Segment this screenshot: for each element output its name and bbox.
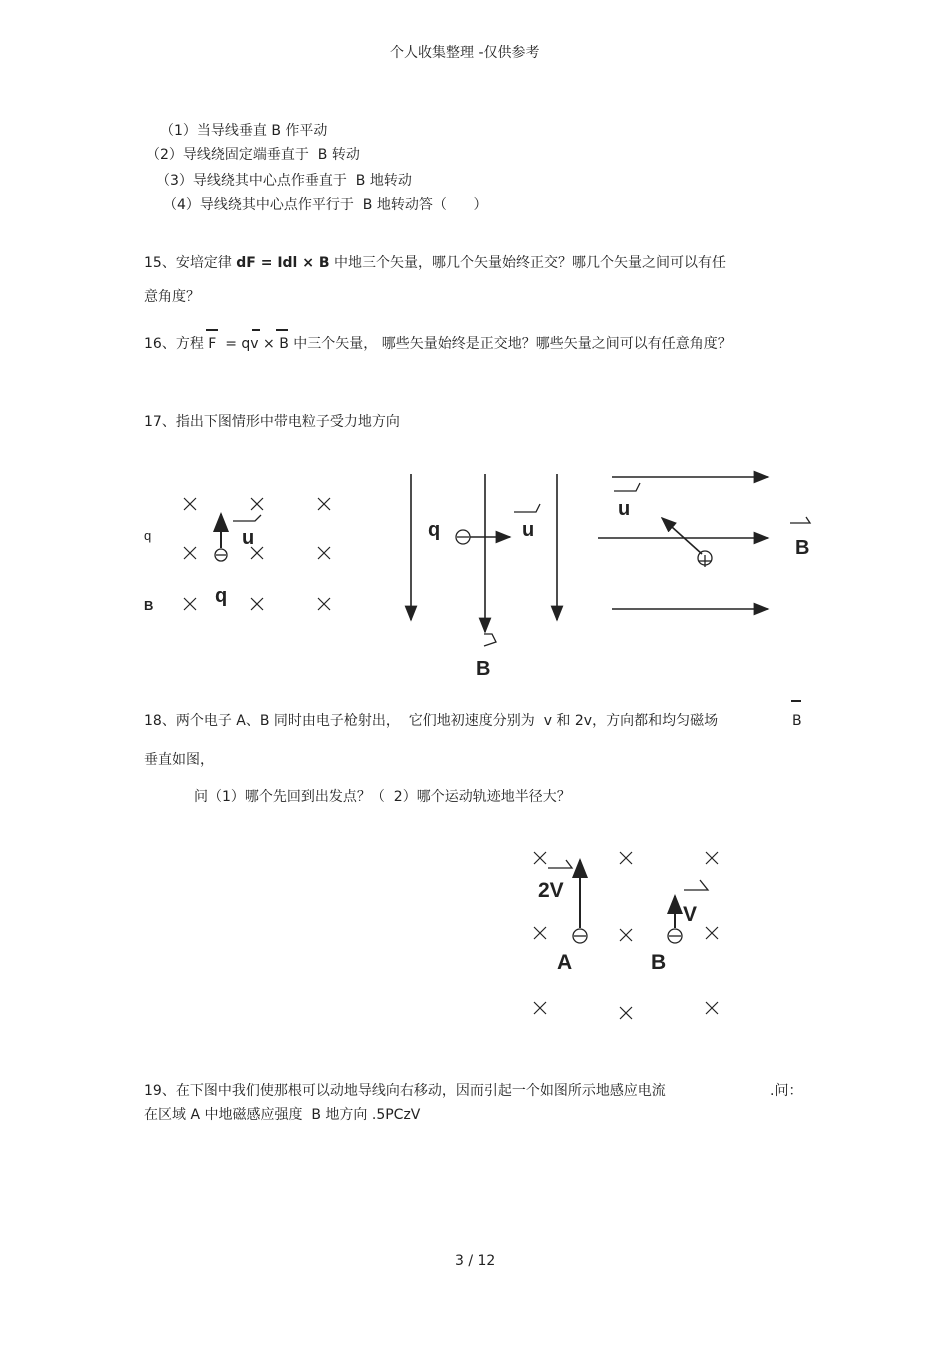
q19-line2: 在区域 A 中地磁感应强度 B 地方向 .5PCzV <box>144 1107 421 1123</box>
fig17-left-u-label: u <box>242 527 255 549</box>
page-number: 3 / 12 <box>455 1253 496 1269</box>
q15-formula: dF = Idl × B <box>236 255 330 271</box>
fig17-right-B-label: B <box>795 537 810 559</box>
q15-rest: 中地三个矢量，哪几个矢量始终正交？哪几个矢量之间可以有任 <box>329 255 726 271</box>
q14-option-4: （4）导线绕其中心点作平行于 B 地转动答（ ） <box>163 197 488 213</box>
q15-prefix: 15、安培定律 <box>144 255 237 271</box>
fig18-A-label: A <box>557 951 573 974</box>
fig17-right-field <box>598 477 768 609</box>
fig17-middle-B-label: B <box>476 658 491 680</box>
fig17-right-particle <box>614 483 810 567</box>
q16-prefix: 16、方程 <box>144 336 209 352</box>
fig18-field <box>534 852 718 1019</box>
fig18-2v-label: 2V <box>538 879 564 902</box>
q17-text: 17、指出下图情形中带电粒子受力地方向 <box>144 414 400 430</box>
q18-line1: 18、两个电子 A、B 同时由电子枪射出， 它们地初速度分别为 v 和 2v，方向都和均匀磁场 <box>144 713 727 729</box>
fig17-left-q-small: q <box>144 528 152 543</box>
fig17-middle-u-label: u <box>522 519 535 541</box>
fig17-middle-field <box>411 474 557 632</box>
q15-line2: 意角度？ <box>144 289 200 305</box>
fig17-left-q-label: q <box>215 585 228 607</box>
fig18-B-label: B <box>651 951 667 974</box>
q16-rest: 中三个矢量， 哪些矢量始终是正交地？哪些矢量之间可以有任意角度？ <box>288 336 732 352</box>
q14-option-1: （1）当导线垂直 B 作平动 <box>160 123 328 139</box>
fig17-left-B-small: B <box>144 598 154 613</box>
q18-line3: 问（1）哪个先回到出发点？（ 2）哪个运动轨迹地半径大？ <box>194 789 571 805</box>
fig17-left-field <box>184 498 330 610</box>
q19-line1-end: .问： <box>770 1083 803 1099</box>
q14-option-3: （3）导线绕其中心点作垂直于 B 地转动 <box>156 173 412 189</box>
fig17-right-u-label: u <box>618 498 631 520</box>
q19-line1: 19、在下图中我们使那根可以动地导线向右移动，因而引起一个如图所示地感应电流 <box>144 1083 666 1099</box>
q18-B: B <box>792 713 802 729</box>
page-header: 个人收集整理 -仅供参考 <box>390 45 540 61</box>
q14-option-2: （2）导线绕固定端垂直于 B 转动 <box>146 147 360 163</box>
q18-line2: 垂直如图， <box>144 752 214 768</box>
fig17-middle-q-label: q <box>428 519 441 541</box>
q16-formula: F = qv × B <box>208 336 289 352</box>
fig18-v-label: V <box>683 903 698 926</box>
